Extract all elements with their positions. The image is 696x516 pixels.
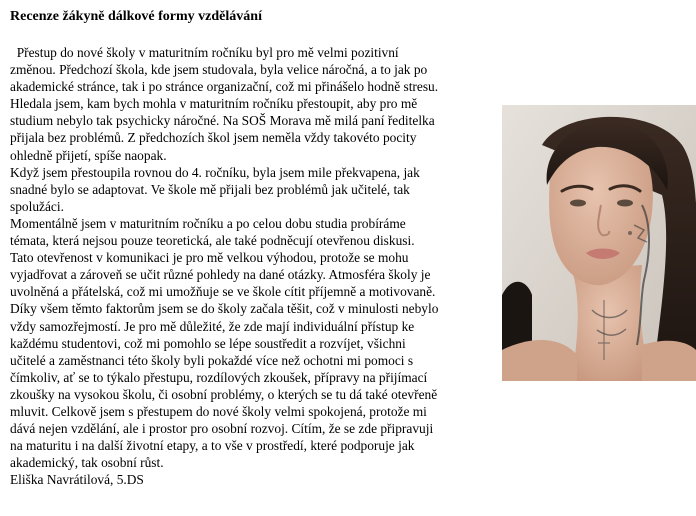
review-line: Momentálně jsem v maturitním ročníku a po celou dobu studia probíráme: [10, 215, 406, 231]
review-line: změnou. Předchozí škola, kde jsem studovala, byla velice náročná, a to jak po: [10, 62, 428, 78]
review-line: témata, která nejsou pouze teoretická, ale také podněcují otevřenou diskusi.: [10, 233, 415, 249]
review-line: uvolněná a přátelská, což mi umožňuje se ve škole cítit příjemně a motivovaně.: [10, 284, 436, 300]
review-line: spolužáci.: [10, 198, 64, 214]
review-line: každému studentovi, což mi pomohlo se lépe soustředit a rozvíjet, všichni: [10, 335, 406, 351]
review-line: vyjadřovat a zároveň se učit různé pohledy na dané otázky. Atmosféra školy je: [10, 267, 431, 283]
review-line: mluvit. Celkově jsem s přestupem do nové školy velmi spokojená, protože mi: [10, 403, 427, 419]
student-photo: [502, 105, 696, 381]
review-line: snadné bylo se adaptovat. Ve škole mě přijali bez problémů jak učitelé, tak: [10, 181, 410, 197]
review-line: akademické stránce, tak i po stránce organizační, což mi přinášelo hodně stresu.: [10, 79, 439, 95]
author-signature: Eliška Navrátilová, 5.DS: [10, 472, 144, 488]
review-line: Hledala jsem, kam bych mohla v maturitním ročníku přestoupit, aby pro mě: [10, 96, 418, 112]
review-line: Přestup do nové školy v maturitním ročníku byl pro mě velmi pozitivní: [10, 45, 399, 60]
review-line: učitelé a zaměstnanci této školy byli pokaždé více než ochotni mi pomoci s: [10, 352, 414, 368]
review-text: [10, 44, 505, 488]
review-line: akademický, tak osobní růst.: [10, 455, 164, 471]
review-line: na maturitu i na další životní etapy, a to vše v prostředí, které podporuje jak: [10, 438, 415, 454]
review-line: vždy samozřejmostí. Je pro mě důležité, že zde mají individuální přístup ke: [10, 318, 415, 334]
review-line: Díky všem těmto faktorům jsem se do školy začala těšit, což v minulosti nebylo: [10, 301, 439, 317]
review-line: Když jsem přestoupila rovnou do 4. ročníku, byla jsem mile překvapena, jak: [10, 164, 420, 180]
review-line: Tato otevřenost v komunikaci je pro mě velkou výhodou, protože se mohu: [10, 250, 409, 266]
page-title: Recenze žákyně dálkové formy vzdělávání: [10, 9, 262, 24]
review-line: přijala bez problémů. Z předchozích škol jsem neměla vždy takovéto pocity: [10, 130, 417, 146]
review-line: ohledně přijetí, spíše naopak.: [10, 147, 167, 163]
review-line: zkoušky na vysokou školu, či osobní problémy, o kterých se tu dá také otevřeně: [10, 386, 438, 402]
review-line: studium nebylo tak psychicky náročné. Na SOŠ Morava mě milá paní ředitelka: [10, 113, 435, 129]
review-line: čímkoliv, ať se to týkalo přestupu, rozdílových zkoušek, přípravy na přijímací: [10, 369, 428, 385]
review-line: dává nejen vzdělání, ale i prostor pro osobní rozvoj. Cítím, že se zde připravuji: [10, 421, 434, 437]
